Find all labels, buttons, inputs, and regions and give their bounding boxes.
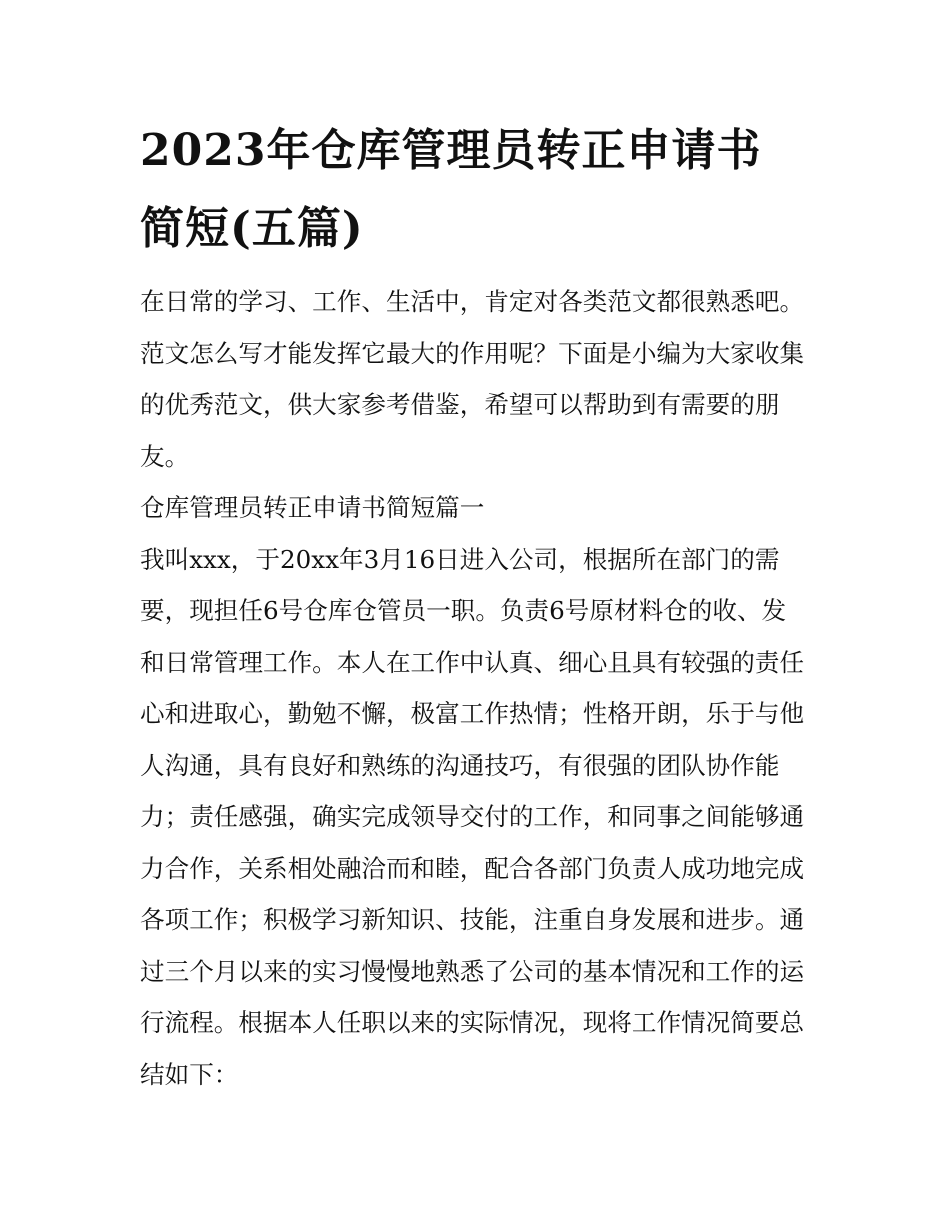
body-paragraph xyxy=(140,534,830,1101)
intro-line-3: 的优秀范文，供大家参考借鉴，希望可以帮助到有需要的朋 xyxy=(140,390,780,419)
body-line-6: 力；责任感强，确实完成领导交付的工作，和同事之间能够通 xyxy=(140,802,805,831)
title-line-2: 简短(五篇) xyxy=(140,203,364,254)
body-line-7: 力合作，关系相处融洽而和睦，配合各部门负责人成功地完成 xyxy=(140,853,805,883)
body-line-1: 我叫xxx，于20xx年3月16日进入公司，根据所在部门的需 xyxy=(140,544,780,574)
intro-line-4: 友。 xyxy=(140,441,190,471)
document-title xyxy=(140,112,820,268)
body-line-5: 人沟通，具有良好和熟练的沟通技巧，有很强的团队协作能 xyxy=(140,750,780,780)
body-line-10: 行流程。根据本人任职以来的实际情况，现将工作情况简要总 xyxy=(140,1008,805,1037)
body-line-11: 结如下： xyxy=(140,1059,239,1089)
intro-line-2: 范文怎么写才能发挥它最大的作用呢？下面是小编为大家收集 xyxy=(140,338,805,368)
body-line-9: 过三个月以来的实习慢慢地熟悉了公司的基本情况和工作的运 xyxy=(140,956,805,986)
body-line-8: 各项工作；积极学习新知识、技能，注重自身发展和进步。通 xyxy=(140,905,805,934)
body-line-3: 和日常管理工作。本人在工作中认真、细心且具有较强的责任 xyxy=(140,647,805,677)
intro-paragraph xyxy=(140,276,830,482)
body-line-4: 心和进取心，勤勉不懈，极富工作热情；性格开朗，乐于与他 xyxy=(140,699,805,728)
title-line-1: 2023年仓库管理员转正申请书 xyxy=(140,125,762,176)
body-line-2: 要，现担任6号仓库仓管员一职。负责6号原材料仓的收、发 xyxy=(140,596,787,625)
section-heading: 仓库管理员转正申请书简短篇一 xyxy=(140,493,485,522)
document-body xyxy=(140,276,830,1100)
intro-line-1: 在日常的学习、工作、生活中，肯定对各类范文都很熟悉吧。 xyxy=(140,287,805,316)
